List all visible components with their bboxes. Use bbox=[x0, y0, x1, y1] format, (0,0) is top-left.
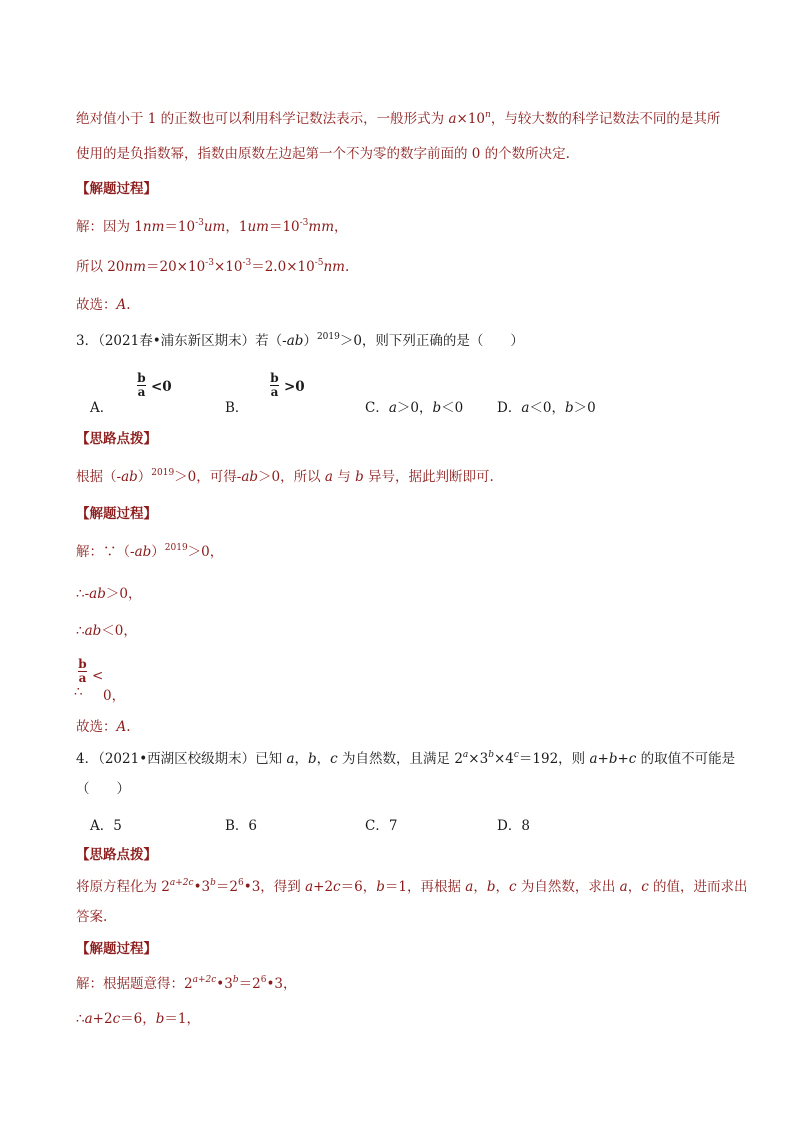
text: ab bbox=[89, 586, 106, 602]
text: ＝6， bbox=[120, 1011, 156, 1027]
q2-solution-line-2 bbox=[76, 258, 349, 276]
text: a bbox=[521, 400, 530, 416]
text: c bbox=[330, 751, 338, 767]
q3-solution-line-1 bbox=[76, 543, 223, 561]
q3-option-b-fraction bbox=[270, 372, 279, 399]
text: ＝6， bbox=[340, 879, 377, 895]
text: A bbox=[116, 297, 127, 313]
text: 2019 bbox=[164, 543, 188, 553]
text: ＜0， bbox=[529, 400, 565, 416]
q3-option-b-label: B． bbox=[225, 400, 249, 416]
text: ， bbox=[495, 879, 509, 895]
q3-option-b-relation: >0 bbox=[284, 379, 305, 395]
text: 解：根据题意得：2 bbox=[76, 976, 193, 992]
text: ） bbox=[137, 469, 152, 485]
text: ＝2.0×10 bbox=[251, 259, 315, 275]
denominator: a bbox=[270, 385, 279, 399]
text: ， bbox=[334, 219, 348, 235]
text: 的取值不可能是 bbox=[636, 751, 736, 767]
text: -3 bbox=[205, 258, 214, 268]
text: ， bbox=[627, 879, 642, 895]
denominator: a bbox=[137, 385, 146, 399]
text: um bbox=[203, 219, 226, 235]
text: ＜0 bbox=[441, 400, 464, 416]
text: 解：∵（- bbox=[76, 544, 135, 560]
text: •3 bbox=[216, 976, 233, 992]
text: ＞0，可得- bbox=[174, 469, 242, 485]
text: b bbox=[232, 975, 239, 985]
q4-option-b: B．6 bbox=[225, 818, 258, 834]
text: ，与较大数的科学记数法不同的是其所 bbox=[490, 111, 721, 127]
text: ＝1， bbox=[164, 1011, 200, 1027]
text: b bbox=[486, 879, 496, 895]
text: b bbox=[210, 878, 216, 888]
section-header-solution: 【解题过程】 bbox=[76, 181, 157, 197]
text: a+2c bbox=[169, 878, 194, 888]
text: ， bbox=[294, 751, 309, 767]
q4-stem-line-2: （ ） bbox=[76, 781, 130, 797]
text: ab bbox=[121, 469, 138, 485]
text: 将原方程化为 2 bbox=[76, 879, 170, 895]
q4-option-d: D．8 bbox=[497, 818, 530, 834]
q3-solution-line-2 bbox=[76, 585, 141, 603]
explanation-line-2: 使用的是负指数幂，指数由原数左边起第一个不为零的数字前面的 0 的个数所决定. bbox=[76, 146, 570, 162]
numerator: b bbox=[270, 371, 279, 385]
text: ， bbox=[316, 751, 331, 767]
text: ＝192，则 bbox=[518, 751, 590, 767]
text: ab bbox=[286, 333, 304, 349]
q4-hint-line-1 bbox=[76, 878, 748, 896]
q3-option-a-relation: <0 bbox=[151, 379, 172, 395]
text: c bbox=[333, 879, 341, 895]
text: 为自然数，求出 bbox=[516, 879, 620, 895]
text: b bbox=[432, 400, 442, 416]
text: . bbox=[344, 259, 350, 275]
q3-solution-fraction bbox=[78, 658, 87, 685]
text: ∴- bbox=[76, 586, 90, 602]
text: ） bbox=[303, 333, 317, 349]
text: 与 bbox=[332, 469, 356, 485]
q3-solution-zero: 0， bbox=[103, 688, 126, 704]
text: ＝2 bbox=[215, 879, 238, 895]
text: A bbox=[116, 719, 127, 735]
text: 3．（2021春•浦东新区期末）若（- bbox=[76, 333, 287, 349]
q3-option-c bbox=[365, 396, 463, 416]
text: ＝20×10 bbox=[145, 259, 206, 275]
text: ab bbox=[134, 544, 152, 560]
text: +2 bbox=[92, 1011, 113, 1027]
text: ＞0， bbox=[105, 586, 142, 602]
text: 所以 20 bbox=[76, 259, 125, 275]
text: a+2c bbox=[192, 975, 217, 985]
q2-solution-line-1 bbox=[76, 218, 348, 236]
text: 6 bbox=[260, 975, 267, 985]
text: 故选： bbox=[76, 719, 117, 735]
text: 解：因为 1 bbox=[76, 219, 143, 235]
text: b bbox=[155, 1011, 165, 1027]
text: ＝10 bbox=[164, 219, 196, 235]
q4-option-a: A．5 bbox=[90, 818, 122, 834]
text: b bbox=[355, 469, 364, 485]
text: ＞0 bbox=[573, 400, 596, 416]
text: -3 bbox=[299, 218, 309, 228]
q3-answer bbox=[76, 718, 131, 736]
text: C． bbox=[365, 400, 389, 416]
text: c bbox=[112, 1011, 121, 1027]
text: mm bbox=[308, 219, 335, 235]
q3-stem bbox=[76, 332, 524, 350]
text: ×10 bbox=[456, 111, 486, 127]
text: ab bbox=[241, 469, 259, 485]
text: ＝2 bbox=[238, 976, 261, 992]
text: ＝10 bbox=[268, 219, 300, 235]
text: ×10 bbox=[213, 259, 243, 275]
text: a+b+c bbox=[589, 751, 637, 767]
q4-hint-line-2: 答案. bbox=[76, 909, 108, 925]
text: ＞0，所以 bbox=[258, 469, 325, 485]
q4-stem-line-1 bbox=[76, 750, 735, 768]
text: nm bbox=[323, 259, 345, 275]
text: ＜0， bbox=[101, 623, 137, 639]
text: a bbox=[388, 400, 397, 416]
text: 4．（2021•西湖区校级期末）已知 bbox=[76, 751, 287, 767]
text: a bbox=[462, 750, 469, 760]
text: b bbox=[308, 751, 317, 767]
text: +2 bbox=[313, 879, 334, 895]
text: . bbox=[126, 297, 131, 313]
denominator: a bbox=[78, 671, 87, 685]
text: n bbox=[485, 110, 491, 120]
text: ＞0， bbox=[187, 544, 224, 560]
text: b bbox=[488, 750, 494, 760]
text: 的值，进而求出 bbox=[648, 879, 748, 895]
q3-solution-therefore: ∴ bbox=[74, 684, 83, 700]
q3-option-a-label: A． bbox=[90, 400, 114, 416]
q4-option-c: C．7 bbox=[365, 818, 398, 834]
q2-answer bbox=[76, 296, 131, 314]
q4-solution-line-2 bbox=[76, 1010, 200, 1028]
text: •3， bbox=[266, 976, 297, 992]
q3-option-d bbox=[497, 396, 596, 416]
text: 绝对值小于 1 的正数也可以利用科学记数法表示，一般形式为 bbox=[76, 111, 449, 127]
text: ＞0， bbox=[396, 400, 433, 416]
text: 2019 bbox=[151, 468, 175, 478]
text: 根据（- bbox=[76, 469, 122, 485]
numerator: b bbox=[78, 657, 87, 671]
q4-solution-line-1 bbox=[76, 975, 297, 993]
text: 2019 bbox=[316, 332, 340, 342]
q3-hint bbox=[76, 468, 494, 486]
text: -3 bbox=[242, 258, 252, 268]
text: 故选： bbox=[76, 297, 117, 313]
text: -3 bbox=[195, 218, 204, 228]
text: a bbox=[465, 879, 474, 895]
explanation-line-1 bbox=[76, 110, 720, 128]
text: ） bbox=[151, 544, 165, 560]
text: c bbox=[508, 879, 517, 895]
section-header-hint: 【思路点拨】 bbox=[76, 431, 157, 447]
q3-solution-relation: < bbox=[92, 668, 104, 684]
text: 6 bbox=[238, 878, 244, 888]
text: a bbox=[448, 111, 457, 127]
text: . bbox=[126, 719, 131, 735]
text: c bbox=[513, 750, 519, 760]
text: D． bbox=[497, 400, 522, 416]
text: ×3 bbox=[468, 751, 489, 767]
text: a bbox=[324, 469, 333, 485]
text: ×4 bbox=[493, 751, 514, 767]
text: ＞0，则下列正确的是（ ） bbox=[339, 333, 524, 349]
text: ∴ bbox=[76, 1011, 85, 1027]
section-header-hint: 【思路点拨】 bbox=[76, 847, 157, 863]
text: ＝1，再根据 bbox=[384, 879, 466, 895]
text: ab bbox=[84, 623, 102, 639]
section-header-solution: 【解题过程】 bbox=[76, 506, 157, 522]
text: nm bbox=[142, 219, 165, 235]
text: a bbox=[305, 879, 314, 895]
numerator: b bbox=[137, 371, 146, 385]
text: nm bbox=[124, 259, 146, 275]
text: 为自然数，且满足 2 bbox=[337, 751, 463, 767]
text: a bbox=[286, 751, 295, 767]
text: •3 bbox=[193, 879, 211, 895]
text: ∴ bbox=[76, 623, 85, 639]
text: a bbox=[619, 879, 628, 895]
text: 异号，据此判断即可. bbox=[363, 469, 494, 485]
text: a bbox=[84, 1011, 93, 1027]
text: um bbox=[247, 219, 269, 235]
text: ，1 bbox=[225, 219, 248, 235]
text: b bbox=[564, 400, 574, 416]
text: c bbox=[641, 879, 649, 895]
q3-solution-line-3 bbox=[76, 622, 137, 640]
text: •3，得到 bbox=[243, 879, 306, 895]
text: ， bbox=[473, 879, 487, 895]
section-header-solution: 【解题过程】 bbox=[76, 941, 157, 957]
text: b bbox=[376, 879, 385, 895]
text: -5 bbox=[314, 258, 324, 268]
q3-option-a-fraction bbox=[137, 372, 146, 399]
